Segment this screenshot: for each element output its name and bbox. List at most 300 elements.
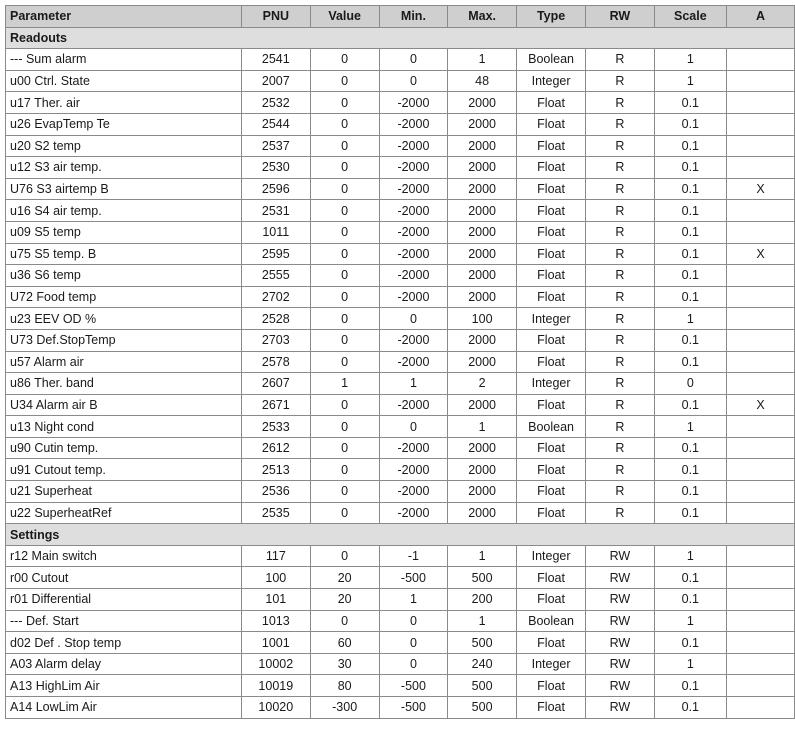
- cell-pnu: 10020: [241, 697, 310, 719]
- cell-max: 240: [448, 653, 517, 675]
- cell-value: 0: [310, 437, 379, 459]
- cell-rw: R: [586, 92, 654, 114]
- cell-min: 0: [379, 49, 448, 71]
- cell-max: 500: [448, 675, 517, 697]
- cell-value: 80: [310, 675, 379, 697]
- cell-a: [727, 675, 795, 697]
- cell-value: 0: [310, 351, 379, 373]
- cell-type: Integer: [516, 653, 585, 675]
- table-row: [6, 178, 795, 200]
- cell-type: Integer: [516, 70, 585, 92]
- cell-parameter: A14 LowLim Air: [6, 697, 242, 719]
- cell-min: 0: [379, 70, 448, 92]
- cell-scale: 1: [654, 416, 727, 438]
- cell-rw: R: [586, 394, 654, 416]
- table-row: [6, 675, 795, 697]
- cell-parameter: d02 Def . Stop temp: [6, 632, 242, 654]
- parameter-table-container: [5, 5, 795, 719]
- cell-a: [727, 286, 795, 308]
- cell-pnu: 2528: [241, 308, 310, 330]
- cell-rw: R: [586, 243, 654, 265]
- cell-rw: RW: [586, 545, 654, 567]
- cell-rw: RW: [586, 697, 654, 719]
- cell-pnu: 2536: [241, 481, 310, 503]
- cell-max: 2000: [448, 502, 517, 524]
- cell-type: Float: [516, 589, 585, 611]
- cell-max: 2000: [448, 92, 517, 114]
- cell-parameter: U76 S3 airtemp B: [6, 178, 242, 200]
- cell-max: 2000: [448, 135, 517, 157]
- cell-scale: 0.1: [654, 502, 727, 524]
- cell-scale: 0.1: [654, 243, 727, 265]
- table-row: [6, 135, 795, 157]
- cell-type: Boolean: [516, 610, 585, 632]
- cell-rw: R: [586, 113, 654, 135]
- cell-parameter: u12 S3 air temp.: [6, 157, 242, 179]
- cell-a: [727, 373, 795, 395]
- cell-type: Float: [516, 243, 585, 265]
- cell-parameter: U72 Food temp: [6, 286, 242, 308]
- cell-type: Float: [516, 200, 585, 222]
- cell-type: Float: [516, 675, 585, 697]
- cell-type: Integer: [516, 545, 585, 567]
- cell-value: 20: [310, 589, 379, 611]
- cell-max: 48: [448, 70, 517, 92]
- cell-value: 0: [310, 135, 379, 157]
- cell-a: [727, 416, 795, 438]
- cell-max: 2000: [448, 394, 517, 416]
- cell-rw: R: [586, 502, 654, 524]
- cell-scale: 0.1: [654, 567, 727, 589]
- cell-a: [727, 70, 795, 92]
- cell-min: -2000: [379, 221, 448, 243]
- cell-scale: 1: [654, 610, 727, 632]
- cell-value: 0: [310, 286, 379, 308]
- table-row: [6, 49, 795, 71]
- cell-value: 0: [310, 610, 379, 632]
- cell-parameter: --- Sum alarm: [6, 49, 242, 71]
- cell-scale: 0.1: [654, 394, 727, 416]
- section-header-row: [6, 524, 795, 546]
- table-row: [6, 286, 795, 308]
- cell-rw: R: [586, 265, 654, 287]
- cell-value: 30: [310, 653, 379, 675]
- cell-value: 0: [310, 416, 379, 438]
- column-header-a: A: [727, 6, 795, 28]
- cell-scale: 1: [654, 70, 727, 92]
- cell-scale: 0.1: [654, 437, 727, 459]
- parameter-table: [5, 5, 795, 719]
- cell-max: 2000: [448, 265, 517, 287]
- cell-min: -2000: [379, 157, 448, 179]
- cell-parameter: u21 Superheat: [6, 481, 242, 503]
- cell-rw: R: [586, 49, 654, 71]
- column-header-pnu: PNU: [241, 6, 310, 28]
- cell-parameter: --- Def. Start: [6, 610, 242, 632]
- section-title: Readouts: [6, 27, 795, 49]
- cell-type: Integer: [516, 373, 585, 395]
- cell-type: Integer: [516, 308, 585, 330]
- cell-a: [727, 200, 795, 222]
- cell-rw: RW: [586, 675, 654, 697]
- cell-type: Float: [516, 632, 585, 654]
- table-row: [6, 567, 795, 589]
- cell-a: [727, 610, 795, 632]
- cell-rw: R: [586, 329, 654, 351]
- table-row: [6, 610, 795, 632]
- cell-rw: R: [586, 178, 654, 200]
- cell-max: 2000: [448, 437, 517, 459]
- cell-parameter: u00 Ctrl. State: [6, 70, 242, 92]
- cell-pnu: 2531: [241, 200, 310, 222]
- cell-scale: 0.1: [654, 675, 727, 697]
- cell-a: [727, 481, 795, 503]
- column-header-parameter: Parameter: [6, 6, 242, 28]
- cell-scale: 0.1: [654, 286, 727, 308]
- column-header-min: Min.: [379, 6, 448, 28]
- cell-rw: R: [586, 351, 654, 373]
- cell-pnu: 1013: [241, 610, 310, 632]
- table-row: [6, 221, 795, 243]
- cell-min: -2000: [379, 329, 448, 351]
- cell-scale: 0.1: [654, 459, 727, 481]
- cell-max: 1: [448, 545, 517, 567]
- cell-scale: 0.1: [654, 265, 727, 287]
- cell-parameter: A13 HighLim Air: [6, 675, 242, 697]
- cell-parameter: u17 Ther. air: [6, 92, 242, 114]
- cell-value: 0: [310, 265, 379, 287]
- cell-max: 2000: [448, 200, 517, 222]
- cell-min: -2000: [379, 437, 448, 459]
- table-row: [6, 70, 795, 92]
- cell-max: 2000: [448, 221, 517, 243]
- cell-rw: R: [586, 286, 654, 308]
- cell-pnu: 10002: [241, 653, 310, 675]
- cell-min: 0: [379, 610, 448, 632]
- cell-rw: R: [586, 221, 654, 243]
- cell-max: 500: [448, 697, 517, 719]
- cell-a: X: [727, 243, 795, 265]
- cell-type: Float: [516, 265, 585, 287]
- cell-parameter: u26 EvapTemp Te: [6, 113, 242, 135]
- cell-max: 2000: [448, 481, 517, 503]
- cell-max: 2: [448, 373, 517, 395]
- table-row: [6, 200, 795, 222]
- cell-parameter: u20 S2 temp: [6, 135, 242, 157]
- cell-rw: RW: [586, 653, 654, 675]
- cell-type: Float: [516, 286, 585, 308]
- cell-parameter: u57 Alarm air: [6, 351, 242, 373]
- column-header-value: Value: [310, 6, 379, 28]
- cell-a: [727, 567, 795, 589]
- cell-value: 60: [310, 632, 379, 654]
- cell-parameter: r01 Differential: [6, 589, 242, 611]
- cell-max: 2000: [448, 459, 517, 481]
- cell-type: Float: [516, 394, 585, 416]
- cell-scale: 0.1: [654, 135, 727, 157]
- cell-a: [727, 221, 795, 243]
- cell-value: 0: [310, 113, 379, 135]
- cell-rw: R: [586, 157, 654, 179]
- cell-pnu: 2007: [241, 70, 310, 92]
- cell-a: [727, 157, 795, 179]
- cell-parameter: u16 S4 air temp.: [6, 200, 242, 222]
- cell-parameter: u86 Ther. band: [6, 373, 242, 395]
- cell-min: -500: [379, 675, 448, 697]
- table-row: [6, 416, 795, 438]
- cell-parameter: u09 S5 temp: [6, 221, 242, 243]
- cell-value: 1: [310, 373, 379, 395]
- cell-min: 0: [379, 632, 448, 654]
- cell-value: 0: [310, 502, 379, 524]
- section-header-row: [6, 27, 795, 49]
- cell-pnu: 2578: [241, 351, 310, 373]
- cell-pnu: 2595: [241, 243, 310, 265]
- cell-value: 0: [310, 178, 379, 200]
- cell-min: -2000: [379, 113, 448, 135]
- cell-max: 2000: [448, 329, 517, 351]
- cell-type: Float: [516, 92, 585, 114]
- cell-max: 100: [448, 308, 517, 330]
- cell-rw: R: [586, 308, 654, 330]
- cell-type: Float: [516, 157, 585, 179]
- cell-pnu: 2532: [241, 92, 310, 114]
- cell-rw: RW: [586, 567, 654, 589]
- cell-value: 0: [310, 70, 379, 92]
- cell-a: [727, 92, 795, 114]
- cell-rw: R: [586, 200, 654, 222]
- cell-a: [727, 135, 795, 157]
- cell-pnu: 2596: [241, 178, 310, 200]
- cell-a: [727, 49, 795, 71]
- cell-value: 0: [310, 200, 379, 222]
- cell-value: 0: [310, 221, 379, 243]
- cell-parameter: A03 Alarm delay: [6, 653, 242, 675]
- cell-min: 0: [379, 653, 448, 675]
- cell-scale: 0.1: [654, 200, 727, 222]
- table-row: [6, 157, 795, 179]
- cell-pnu: 2703: [241, 329, 310, 351]
- cell-type: Float: [516, 481, 585, 503]
- cell-rw: R: [586, 481, 654, 503]
- cell-min: -500: [379, 697, 448, 719]
- cell-type: Float: [516, 221, 585, 243]
- table-row: [6, 459, 795, 481]
- table-row: [6, 653, 795, 675]
- cell-value: 0: [310, 459, 379, 481]
- column-header-max: Max.: [448, 6, 517, 28]
- column-header-rw: RW: [586, 6, 654, 28]
- cell-pnu: 117: [241, 545, 310, 567]
- cell-pnu: 2537: [241, 135, 310, 157]
- cell-parameter: u23 EEV OD %: [6, 308, 242, 330]
- cell-pnu: 2702: [241, 286, 310, 308]
- cell-pnu: 2541: [241, 49, 310, 71]
- cell-scale: 0.1: [654, 481, 727, 503]
- cell-max: 2000: [448, 243, 517, 265]
- cell-parameter: u91 Cutout temp.: [6, 459, 242, 481]
- table-row: [6, 394, 795, 416]
- cell-rw: R: [586, 459, 654, 481]
- cell-pnu: 2555: [241, 265, 310, 287]
- cell-pnu: 2607: [241, 373, 310, 395]
- column-header-scale: Scale: [654, 6, 727, 28]
- cell-scale: 0.1: [654, 589, 727, 611]
- cell-type: Float: [516, 502, 585, 524]
- cell-parameter: r00 Cutout: [6, 567, 242, 589]
- table-row: [6, 92, 795, 114]
- column-header-type: Type: [516, 6, 585, 28]
- table-row: [6, 545, 795, 567]
- table-row: [6, 243, 795, 265]
- cell-a: X: [727, 178, 795, 200]
- cell-pnu: 2533: [241, 416, 310, 438]
- cell-type: Float: [516, 178, 585, 200]
- cell-scale: 0.1: [654, 113, 727, 135]
- cell-parameter: u75 S5 temp. B: [6, 243, 242, 265]
- cell-min: -500: [379, 567, 448, 589]
- cell-min: -2000: [379, 92, 448, 114]
- cell-rw: R: [586, 437, 654, 459]
- cell-parameter: U34 Alarm air B: [6, 394, 242, 416]
- cell-max: 200: [448, 589, 517, 611]
- table-row: [6, 265, 795, 287]
- cell-max: 500: [448, 632, 517, 654]
- cell-type: Float: [516, 459, 585, 481]
- table-row: [6, 589, 795, 611]
- table-row: [6, 113, 795, 135]
- table-row: [6, 351, 795, 373]
- cell-scale: 0.1: [654, 329, 727, 351]
- cell-max: 1: [448, 49, 517, 71]
- cell-a: [727, 502, 795, 524]
- cell-pnu: 101: [241, 589, 310, 611]
- cell-value: 0: [310, 49, 379, 71]
- cell-parameter: u36 S6 temp: [6, 265, 242, 287]
- cell-min: -2000: [379, 265, 448, 287]
- table-row: [6, 437, 795, 459]
- cell-scale: 1: [654, 545, 727, 567]
- cell-type: Float: [516, 113, 585, 135]
- cell-pnu: 2671: [241, 394, 310, 416]
- cell-scale: 1: [654, 49, 727, 71]
- cell-parameter: r12 Main switch: [6, 545, 242, 567]
- cell-scale: 0: [654, 373, 727, 395]
- cell-value: 0: [310, 545, 379, 567]
- table-row: [6, 481, 795, 503]
- cell-scale: 0.1: [654, 697, 727, 719]
- cell-a: [727, 351, 795, 373]
- cell-min: -1: [379, 545, 448, 567]
- cell-a: [727, 653, 795, 675]
- table-row: [6, 373, 795, 395]
- cell-rw: R: [586, 416, 654, 438]
- cell-scale: 0.1: [654, 178, 727, 200]
- table-row: [6, 697, 795, 719]
- cell-value: 0: [310, 92, 379, 114]
- cell-pnu: 2544: [241, 113, 310, 135]
- cell-max: 2000: [448, 286, 517, 308]
- table-row: [6, 329, 795, 351]
- cell-value: 0: [310, 243, 379, 265]
- cell-pnu: 100: [241, 567, 310, 589]
- cell-a: [727, 697, 795, 719]
- cell-min: -2000: [379, 286, 448, 308]
- cell-value: 0: [310, 394, 379, 416]
- cell-min: 1: [379, 589, 448, 611]
- cell-type: Float: [516, 437, 585, 459]
- table-row: [6, 632, 795, 654]
- cell-a: [727, 329, 795, 351]
- cell-scale: 0.1: [654, 92, 727, 114]
- cell-rw: R: [586, 70, 654, 92]
- cell-max: 2000: [448, 178, 517, 200]
- cell-a: [727, 308, 795, 330]
- cell-value: 0: [310, 329, 379, 351]
- table-body: [6, 27, 795, 718]
- cell-max: 1: [448, 610, 517, 632]
- cell-max: 2000: [448, 113, 517, 135]
- cell-value: 0: [310, 157, 379, 179]
- cell-min: -2000: [379, 200, 448, 222]
- cell-min: -2000: [379, 481, 448, 503]
- header-row: [6, 6, 795, 28]
- cell-pnu: 1011: [241, 221, 310, 243]
- cell-pnu: 2513: [241, 459, 310, 481]
- cell-type: Float: [516, 697, 585, 719]
- cell-value: 0: [310, 308, 379, 330]
- cell-type: Float: [516, 135, 585, 157]
- cell-min: 1: [379, 373, 448, 395]
- cell-a: [727, 459, 795, 481]
- table-row: [6, 308, 795, 330]
- cell-pnu: 2612: [241, 437, 310, 459]
- section-title: Settings: [6, 524, 795, 546]
- cell-scale: 1: [654, 308, 727, 330]
- cell-value: -300: [310, 697, 379, 719]
- cell-pnu: 2535: [241, 502, 310, 524]
- cell-max: 500: [448, 567, 517, 589]
- cell-scale: 0.1: [654, 157, 727, 179]
- cell-a: [727, 265, 795, 287]
- cell-rw: RW: [586, 610, 654, 632]
- cell-parameter: u13 Night cond: [6, 416, 242, 438]
- cell-min: -2000: [379, 178, 448, 200]
- table-row: [6, 502, 795, 524]
- cell-a: [727, 545, 795, 567]
- cell-min: -2000: [379, 502, 448, 524]
- cell-type: Float: [516, 567, 585, 589]
- cell-parameter: u22 SuperheatRef: [6, 502, 242, 524]
- cell-a: X: [727, 394, 795, 416]
- cell-pnu: 1001: [241, 632, 310, 654]
- cell-scale: 1: [654, 653, 727, 675]
- cell-rw: R: [586, 373, 654, 395]
- cell-parameter: u90 Cutin temp.: [6, 437, 242, 459]
- cell-rw: RW: [586, 589, 654, 611]
- cell-a: [727, 437, 795, 459]
- cell-value: 20: [310, 567, 379, 589]
- cell-value: 0: [310, 481, 379, 503]
- cell-type: Boolean: [516, 416, 585, 438]
- cell-pnu: 2530: [241, 157, 310, 179]
- cell-type: Boolean: [516, 49, 585, 71]
- cell-scale: 0.1: [654, 632, 727, 654]
- cell-a: [727, 589, 795, 611]
- cell-min: -2000: [379, 351, 448, 373]
- cell-min: 0: [379, 416, 448, 438]
- cell-scale: 0.1: [654, 221, 727, 243]
